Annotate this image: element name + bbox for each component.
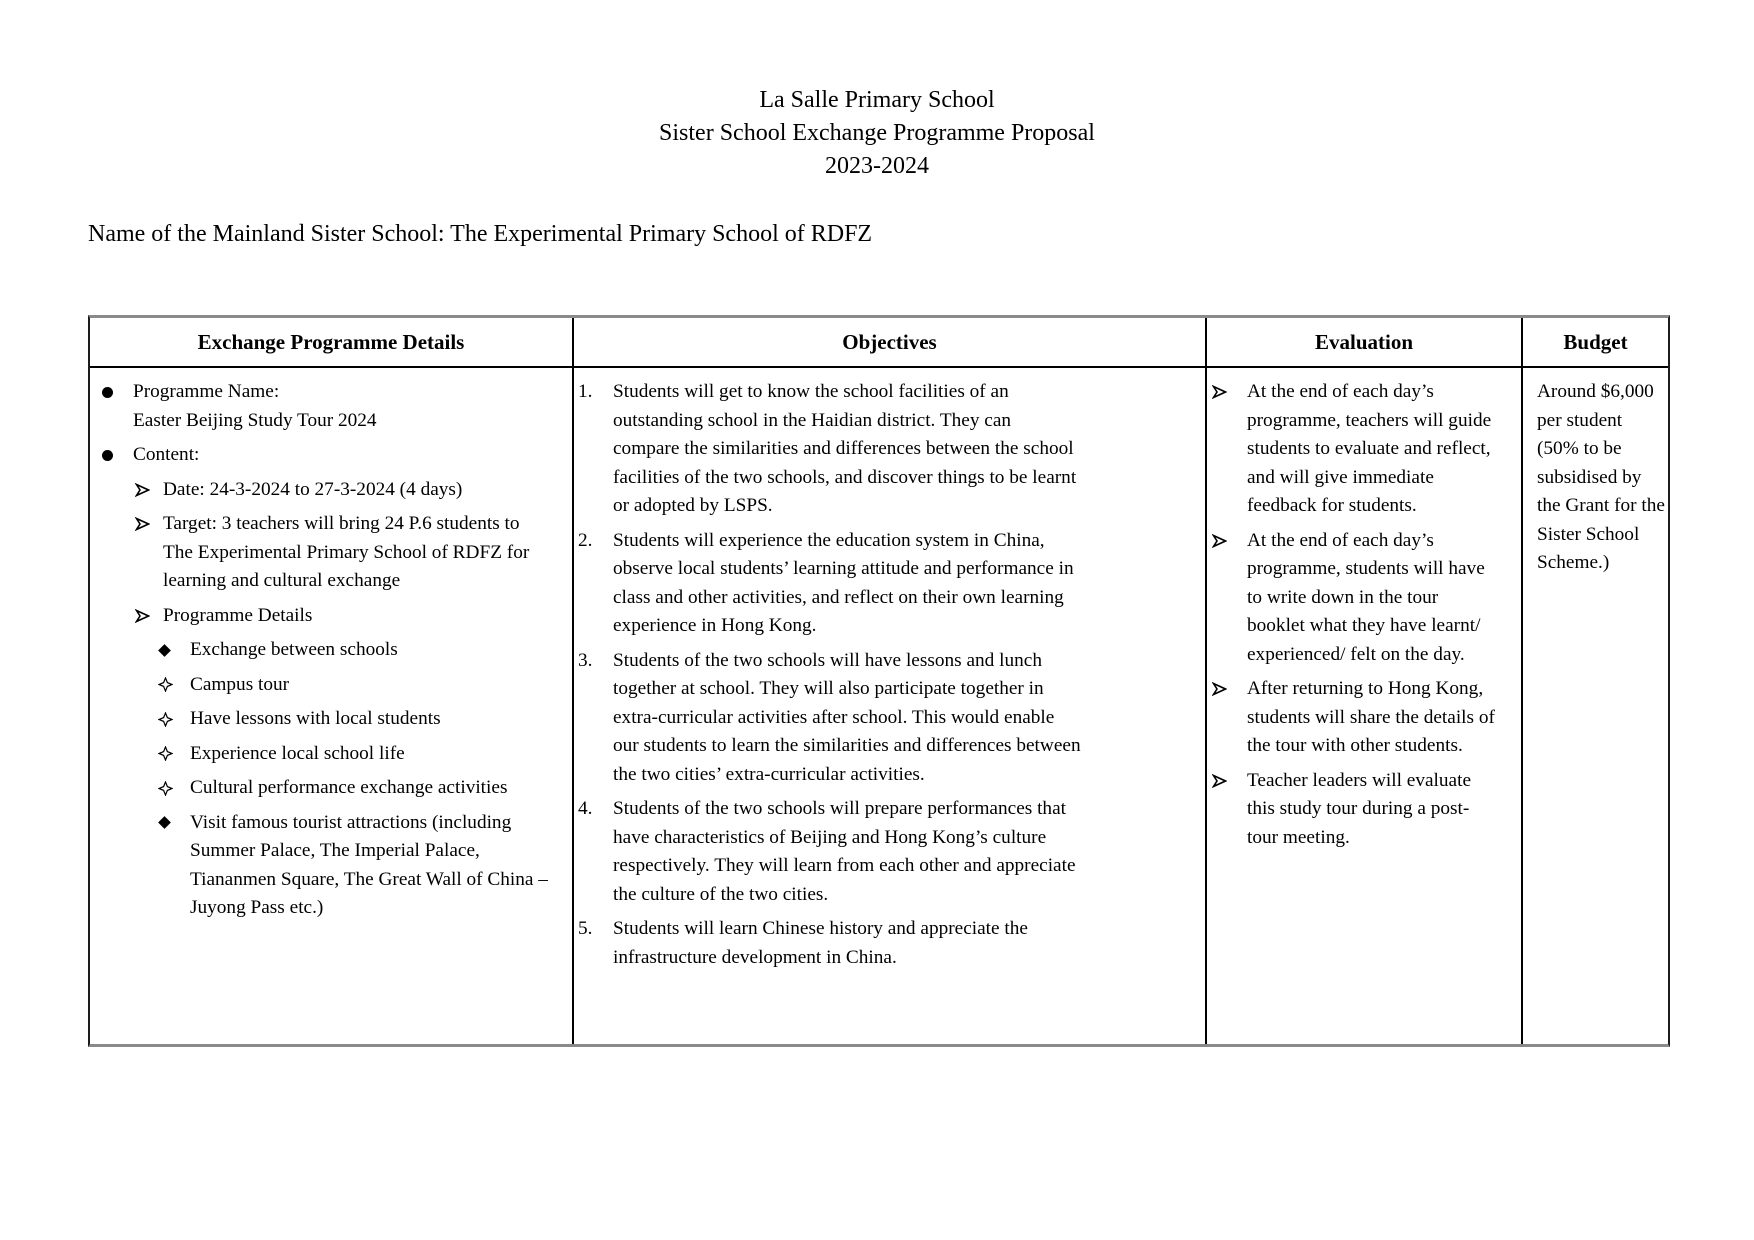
- header-budget: Budget: [1521, 318, 1668, 366]
- bullet-item: [158, 740, 554, 769]
- bullet-item-text: Date: 24-3-2024 to 27-3-2024 (4 days): [163, 478, 463, 500]
- bullet-item: [158, 671, 554, 700]
- numbered-item-text: Students will learn Chinese history and appreciate the infrastructure development in China.: [613, 918, 1028, 968]
- bullet-item: [135, 510, 554, 596]
- header-objectives: Objectives: [572, 318, 1205, 366]
- bullet-item-text: Target: 3 teachers will bring 24 P.6 students to The Experimental Primary School of RDFZ for learning and cultural exchange: [163, 513, 530, 591]
- numbered-item: [578, 915, 1205, 972]
- circle-bullet-icon: [102, 441, 133, 470]
- numbered-item: [578, 795, 1205, 909]
- arrow-bullet-icon: [1212, 767, 1247, 796]
- numbered-item-text: Students of the two schools will have lessons and lunch together at school. They will also participate together in extra-curricular activities after school. This would enable our students to learn the similarities and differences between the two cities’ extra-curricular activities.: [613, 649, 1081, 785]
- numbered-item-text: Students of the two schools will prepare performances that have characteristics of Beijing and Hong Kong’s culture respectively. They will learn from each other and appreciate the culture of the two cities.: [613, 798, 1076, 905]
- item-number: 2.: [578, 529, 593, 551]
- bullet-item: [1212, 675, 1521, 761]
- title-line-proposal: Sister School Exchange Programme Proposal: [659, 120, 1095, 146]
- programme-table: [88, 315, 1670, 1047]
- bullet-item-continuation: [102, 407, 554, 436]
- arrow-bullet-icon: [1212, 675, 1247, 704]
- arrow-bullet-icon: [135, 602, 163, 631]
- cell-exchange-programme-details: [90, 368, 572, 1044]
- item-number: 5.: [578, 918, 593, 939]
- numbered-item: [578, 378, 1205, 521]
- item-number: 4.: [578, 798, 593, 819]
- cell-evaluation: [1205, 368, 1521, 1044]
- cell-objectives: [572, 368, 1205, 1044]
- bullet-item: [158, 774, 554, 803]
- bullet-item-text: After returning to Hong Kong, students will share the details of the tour with other students.: [1247, 678, 1495, 756]
- title-line-school: La Salle Primary School: [759, 87, 995, 113]
- document-title-block: [0, 84, 1754, 183]
- cell-budget: [1521, 368, 1668, 1044]
- table-body-row: [90, 368, 1668, 1044]
- bullet-item: [102, 441, 554, 470]
- bullet-item: [135, 476, 554, 505]
- bullet-item-text: Exchange between schools: [190, 639, 398, 660]
- four-point-star-bullet-icon: [158, 740, 190, 769]
- bullet-item: [102, 378, 554, 407]
- bullet-item-text: Visit famous tourist attractions (including Summer Palace, The Imperial Palace, Tiananmen Square, The Great Wall of China – Juyong Pass etc.): [190, 811, 548, 918]
- four-point-star-bullet-icon: [158, 774, 190, 803]
- bullet-item: [1212, 378, 1521, 521]
- bullet-item-text: Easter Beijing Study Tour 2024: [133, 409, 377, 431]
- bullet-item: [158, 705, 554, 734]
- bullet-item: [135, 602, 554, 631]
- arrow-bullet-icon: [135, 476, 163, 505]
- diamond-bullet-icon: [158, 809, 190, 838]
- numbered-item-text: Students will get to know the school facilities of an outstanding school in the Haidian district. They can compare the similarities and differences between the school facilities of the two schools, and discover things to be learnt or adopted by LSPS.: [613, 381, 1077, 516]
- title-line-year: 2023-2024: [825, 153, 929, 179]
- four-point-star-bullet-icon: [158, 671, 190, 700]
- bullet-item-text: Have lessons with local students: [190, 708, 441, 729]
- bullet-item-text: Cultural performance exchange activities: [190, 777, 508, 798]
- bullet-item-text: Experience local school life: [190, 742, 405, 764]
- bullet-item-text: Programme Name:: [133, 381, 280, 402]
- bullet-item-text: Teacher leaders will evaluate this study tour during a post-tour meeting.: [1247, 769, 1472, 848]
- arrow-bullet-icon: [135, 510, 163, 539]
- arrow-bullet-icon: [1212, 527, 1247, 556]
- bullet-item-text: Programme Details: [163, 604, 313, 626]
- numbered-item: [578, 647, 1205, 790]
- table-header-row: [90, 318, 1668, 368]
- bullet-item: [158, 636, 554, 665]
- diamond-bullet-icon: [158, 636, 190, 665]
- bullet-item-text: Content:: [133, 444, 200, 465]
- bullet-item: [1212, 527, 1521, 670]
- bullet-item-text: At the end of each day’s programme, students will have to write down in the tour booklet what they have learnt/ experienced/ felt on the day.: [1247, 529, 1485, 665]
- four-point-star-bullet-icon: [158, 705, 190, 734]
- bullet-item: [158, 809, 554, 923]
- header-evaluation: Evaluation: [1205, 318, 1521, 366]
- numbered-item: [578, 527, 1205, 641]
- circle-bullet-icon: [102, 378, 133, 407]
- bullet-item: [1212, 767, 1521, 853]
- sister-school-name-line: Name of the Mainland Sister School: The Experimental Primary School of RDFZ: [88, 221, 873, 247]
- header-exchange-programme-details: Exchange Programme Details: [197, 329, 465, 354]
- item-number: 3.: [578, 649, 593, 671]
- budget-text: Around $6,000 per student (50% to be subsidised by the Grant for the Sister School Scheme.): [1537, 381, 1665, 573]
- item-number: 1.: [578, 381, 593, 402]
- numbered-item-text: Students will experience the education system in China, observe local students’ learning attitude and performance in class and other activities, and reflect on their own learning experience in Hong Kong.: [613, 529, 1074, 636]
- bullet-item-text: Campus tour: [190, 673, 290, 695]
- bullet-item-text: At the end of each day’s programme, teachers will guide students to evaluate and reflect, and will give immediate feedback for students.: [1247, 381, 1492, 516]
- arrow-bullet-icon: [1212, 378, 1247, 407]
